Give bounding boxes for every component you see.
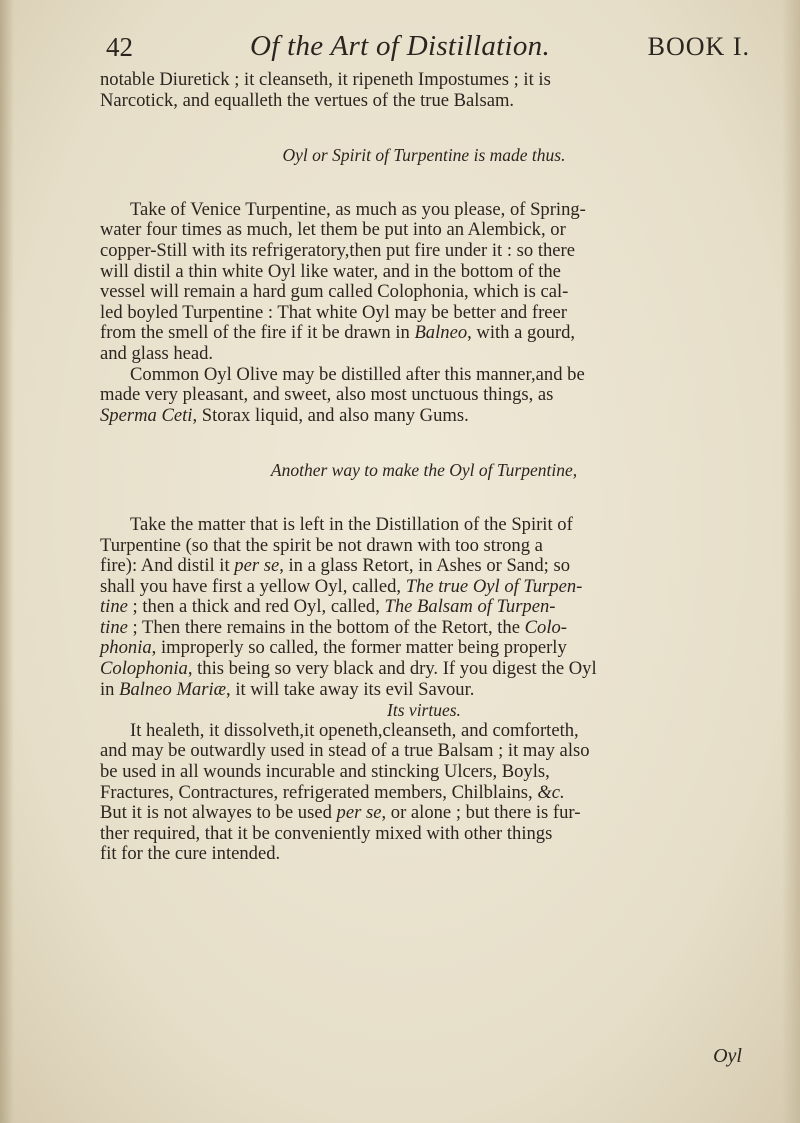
italic-term: phonia (100, 637, 152, 659)
text-line: tine ; Then there remains in the bottom of the Retort, the Colo- (100, 616, 567, 638)
text-line: from the smell of the fire if it be drawn in Balneo, with a gourd, (100, 322, 576, 344)
text-line: Take of Venice Turpentine, as much as you please, of Spring- (130, 198, 586, 220)
text-line: phonia, improperly so called, the former matter being properly (100, 637, 567, 659)
text-line: tine ; then a thick and red Oyl, called, The Balsam of Turpen- (100, 596, 556, 618)
italic-term: Balneo Mariæ (119, 678, 227, 700)
text-line: Turpentine (so that the spirit be not drawn with too strong a (100, 534, 543, 556)
page-edge-left (0, 0, 14, 1123)
text-line: made very pleasant, and sweet, also most unctuous things, as (100, 384, 554, 406)
italic-term: Sperma Ceti (100, 404, 193, 426)
page-number: 42 (106, 32, 133, 62)
italic-term: Colophonia (100, 658, 188, 680)
text-line: It healeth, it dissolveth,it openeth,cleanseth, and comforteth, (130, 719, 579, 741)
italic-term: The Balsam of Turpen- (384, 596, 556, 618)
italic-term: tine (100, 616, 128, 638)
text-line: and may be outwardly used in stead of a true Balsam ; it may also (100, 740, 590, 762)
italic-term: per se (336, 802, 382, 824)
text-line: copper-Still with its refrigeratory,then put fire under it : so there (100, 239, 576, 261)
text-line: notable Diuretick ; it cleanseth, it ripeneth Impostumes ; it is (100, 69, 551, 90)
italic-term: tine (100, 596, 128, 618)
italic-term: &c. (537, 781, 565, 803)
italic-term: The true Oyl of Turpen- (405, 575, 583, 597)
text-line: Narcotick, and equalleth the vertues of the true Balsam. (100, 89, 515, 111)
italic-term: Colo- (524, 616, 567, 638)
text-line: and glass head. (100, 342, 214, 364)
italic-term: Balneo (414, 322, 468, 344)
section-heading: Another way to make the Oyl of Turpentine, (270, 460, 578, 481)
section-heading: Its virtues. (387, 700, 461, 721)
book-label: BOOK I. (647, 32, 750, 61)
catchword: Oyl (713, 1045, 742, 1067)
text-line: be used in all wounds incurable and stincking Ulcers, Boyls, (100, 761, 550, 783)
page-edge-right (782, 0, 800, 1123)
text-line: Sperma Ceti, Storax liquid, and also many Gums. (100, 404, 469, 426)
section-heading: Oyl or Spirit of Turpentine is made thus. (282, 145, 566, 166)
text-line: But it is not alwayes to be used per se, or alone ; but there is fur- (100, 802, 581, 824)
text-line: Common Oyl Olive may be distilled after this manner,and be (130, 363, 585, 385)
text-line: Fractures, Contractures, refrigerated members, Chilblains, &c. (100, 781, 565, 803)
text-line: water four times as much, let them be put into an Alembick, or (100, 219, 566, 241)
text-line: led boyled Turpentine : That white Oyl may be better and freer (100, 301, 567, 323)
text-line: fire): And distil it per se, in a glass Retort, in Ashes or Sand; so (100, 555, 570, 577)
text-line: Colophonia, this being so very black and dry. If you digest the Oyl (100, 658, 597, 680)
text-line: will distil a thin white Oyl like water, and in the bottom of the (100, 260, 561, 282)
page-body (100, 70, 748, 865)
text-line: ther required, that it be conveniently mixed with other things (100, 822, 553, 844)
italic-term: per se (234, 555, 280, 577)
text-line: in Balneo Mariæ, it will take away its evil Savour. (100, 678, 475, 700)
text-line: fit for the cure intended. (100, 843, 281, 865)
running-title: Of the Art of Distillation. (250, 30, 550, 62)
text-line: vessel will remain a hard gum called Colophonia, which is cal- (100, 281, 569, 303)
text-line: Take the matter that is left in the Distillation of the Spirit of (130, 513, 573, 535)
page-header (100, 26, 750, 70)
text-line: shall you have first a yellow Oyl, called, The true Oyl of Turpen- (100, 575, 583, 597)
